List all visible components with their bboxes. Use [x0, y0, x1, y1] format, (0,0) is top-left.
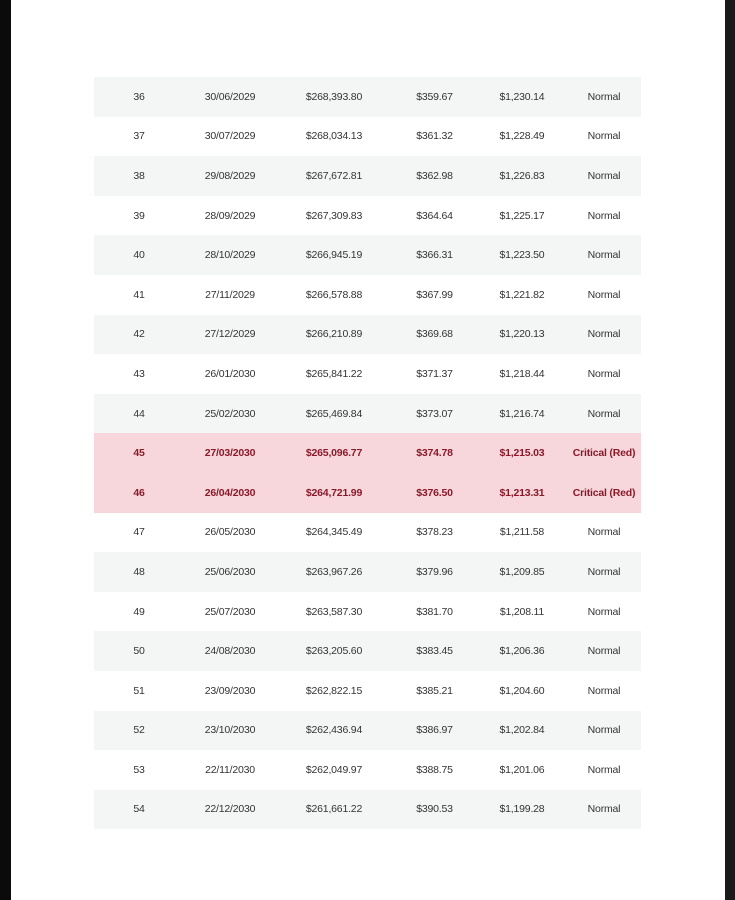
- cell-payment-date: 25/07/2030: [184, 592, 276, 632]
- cell-interest: $1,201.06: [477, 750, 567, 790]
- cell-payment-number: 49: [94, 592, 184, 632]
- cell-interest: $1,199.28: [477, 790, 567, 830]
- cell-payment-date: 23/09/2030: [184, 671, 276, 711]
- cell-payment-number: 53: [94, 750, 184, 790]
- cell-status: Critical (Red): [567, 433, 641, 473]
- cell-principal: $369.68: [392, 315, 477, 355]
- cell-interest: $1,230.14: [477, 77, 567, 117]
- payment-schedule-table: [94, 77, 641, 829]
- cell-principal: $378.23: [392, 513, 477, 553]
- cell-interest: $1,204.60: [477, 671, 567, 711]
- table-row: [94, 592, 641, 632]
- cell-principal: $386.97: [392, 711, 477, 751]
- cell-balance: $268,393.80: [276, 77, 392, 117]
- cell-payment-date: 23/10/2030: [184, 711, 276, 751]
- cell-status: Critical (Red): [567, 473, 641, 513]
- cell-principal: $381.70: [392, 592, 477, 632]
- table-row: [94, 354, 641, 394]
- cell-payment-number: 47: [94, 513, 184, 553]
- cell-payment-date: 30/06/2029: [184, 77, 276, 117]
- cell-interest: $1,211.58: [477, 513, 567, 553]
- cell-principal: $383.45: [392, 631, 477, 671]
- cell-interest: $1,202.84: [477, 711, 567, 751]
- cell-status: Normal: [567, 354, 641, 394]
- cell-payment-date: 22/12/2030: [184, 790, 276, 830]
- cell-payment-number: 39: [94, 196, 184, 236]
- cell-payment-number: 45: [94, 433, 184, 473]
- scrollbar-track[interactable]: [725, 0, 735, 900]
- cell-principal: $371.37: [392, 354, 477, 394]
- cell-principal: $385.21: [392, 671, 477, 711]
- cell-principal: $362.98: [392, 156, 477, 196]
- table-row: [94, 513, 641, 553]
- cell-interest: $1,209.85: [477, 552, 567, 592]
- cell-payment-date: 26/04/2030: [184, 473, 276, 513]
- cell-balance: $266,578.88: [276, 275, 392, 315]
- table-row: [94, 790, 641, 830]
- cell-payment-number: 46: [94, 473, 184, 513]
- document-page: [11, 0, 725, 900]
- cell-payment-number: 54: [94, 790, 184, 830]
- cell-payment-date: 29/08/2029: [184, 156, 276, 196]
- cell-status: Normal: [567, 671, 641, 711]
- cell-interest: $1,213.31: [477, 473, 567, 513]
- cell-balance: $264,721.99: [276, 473, 392, 513]
- cell-status: Normal: [567, 631, 641, 671]
- cell-balance: $267,309.83: [276, 196, 392, 236]
- table-row: [94, 711, 641, 751]
- cell-interest: $1,208.11: [477, 592, 567, 632]
- table-row: [94, 315, 641, 355]
- table-row: [94, 552, 641, 592]
- cell-interest: $1,228.49: [477, 117, 567, 157]
- cell-balance: $262,822.15: [276, 671, 392, 711]
- cell-status: Normal: [567, 750, 641, 790]
- cell-balance: $261,661.22: [276, 790, 392, 830]
- cell-payment-date: 28/10/2029: [184, 235, 276, 275]
- cell-payment-date: 27/11/2029: [184, 275, 276, 315]
- table-row: [94, 156, 641, 196]
- cell-payment-number: 37: [94, 117, 184, 157]
- cell-status: Normal: [567, 156, 641, 196]
- table-row: [94, 117, 641, 157]
- cell-principal: $374.78: [392, 433, 477, 473]
- payment-schedule-body: [94, 77, 641, 829]
- cell-status: Normal: [567, 552, 641, 592]
- cell-balance: $268,034.13: [276, 117, 392, 157]
- cell-payment-date: 26/01/2030: [184, 354, 276, 394]
- cell-status: Normal: [567, 235, 641, 275]
- cell-principal: $359.67: [392, 77, 477, 117]
- cell-balance: $267,672.81: [276, 156, 392, 196]
- cell-status: Normal: [567, 394, 641, 434]
- table-row: [94, 196, 641, 236]
- table-row-critical: [94, 433, 641, 473]
- cell-balance: $265,469.84: [276, 394, 392, 434]
- cell-status: Normal: [567, 513, 641, 553]
- table-row: [94, 631, 641, 671]
- cell-payment-date: 30/07/2029: [184, 117, 276, 157]
- table-row: [94, 750, 641, 790]
- cell-principal: $373.07: [392, 394, 477, 434]
- table-row: [94, 77, 641, 117]
- cell-payment-number: 51: [94, 671, 184, 711]
- cell-payment-number: 50: [94, 631, 184, 671]
- cell-principal: $388.75: [392, 750, 477, 790]
- cell-balance: $263,205.60: [276, 631, 392, 671]
- cell-payment-date: 24/08/2030: [184, 631, 276, 671]
- cell-status: Normal: [567, 711, 641, 751]
- cell-principal: $367.99: [392, 275, 477, 315]
- cell-payment-date: 25/06/2030: [184, 552, 276, 592]
- cell-status: Normal: [567, 790, 641, 830]
- cell-interest: $1,206.36: [477, 631, 567, 671]
- cell-balance: $263,587.30: [276, 592, 392, 632]
- table-row: [94, 235, 641, 275]
- cell-payment-number: 42: [94, 315, 184, 355]
- cell-principal: $390.53: [392, 790, 477, 830]
- table-row: [94, 275, 641, 315]
- cell-principal: $379.96: [392, 552, 477, 592]
- cell-balance: $265,841.22: [276, 354, 392, 394]
- cell-interest: $1,226.83: [477, 156, 567, 196]
- cell-payment-date: 27/03/2030: [184, 433, 276, 473]
- cell-interest: $1,216.74: [477, 394, 567, 434]
- cell-payment-date: 22/11/2030: [184, 750, 276, 790]
- cell-interest: $1,218.44: [477, 354, 567, 394]
- cell-interest: $1,220.13: [477, 315, 567, 355]
- cell-balance: $265,096.77: [276, 433, 392, 473]
- cell-principal: $376.50: [392, 473, 477, 513]
- cell-balance: $266,210.89: [276, 315, 392, 355]
- cell-payment-number: 43: [94, 354, 184, 394]
- cell-status: Normal: [567, 196, 641, 236]
- cell-balance: $262,049.97: [276, 750, 392, 790]
- cell-payment-date: 27/12/2029: [184, 315, 276, 355]
- cell-payment-number: 44: [94, 394, 184, 434]
- cell-balance: $266,945.19: [276, 235, 392, 275]
- cell-payment-number: 52: [94, 711, 184, 751]
- cell-balance: $263,967.26: [276, 552, 392, 592]
- table-row: [94, 671, 641, 711]
- cell-balance: $262,436.94: [276, 711, 392, 751]
- cell-payment-number: 38: [94, 156, 184, 196]
- cell-status: Normal: [567, 275, 641, 315]
- cell-payment-number: 36: [94, 77, 184, 117]
- cell-balance: $264,345.49: [276, 513, 392, 553]
- cell-payment-date: 26/05/2030: [184, 513, 276, 553]
- cell-interest: $1,215.03: [477, 433, 567, 473]
- table-row-critical: [94, 473, 641, 513]
- cell-status: Normal: [567, 77, 641, 117]
- cell-payment-number: 48: [94, 552, 184, 592]
- cell-payment-number: 41: [94, 275, 184, 315]
- cell-interest: $1,225.17: [477, 196, 567, 236]
- cell-principal: $361.32: [392, 117, 477, 157]
- cell-status: Normal: [567, 117, 641, 157]
- table-row: [94, 394, 641, 434]
- cell-payment-date: 25/02/2030: [184, 394, 276, 434]
- cell-payment-date: 28/09/2029: [184, 196, 276, 236]
- cell-principal: $364.64: [392, 196, 477, 236]
- cell-interest: $1,223.50: [477, 235, 567, 275]
- cell-status: Normal: [567, 592, 641, 632]
- cell-status: Normal: [567, 315, 641, 355]
- cell-interest: $1,221.82: [477, 275, 567, 315]
- cell-principal: $366.31: [392, 235, 477, 275]
- cell-payment-number: 40: [94, 235, 184, 275]
